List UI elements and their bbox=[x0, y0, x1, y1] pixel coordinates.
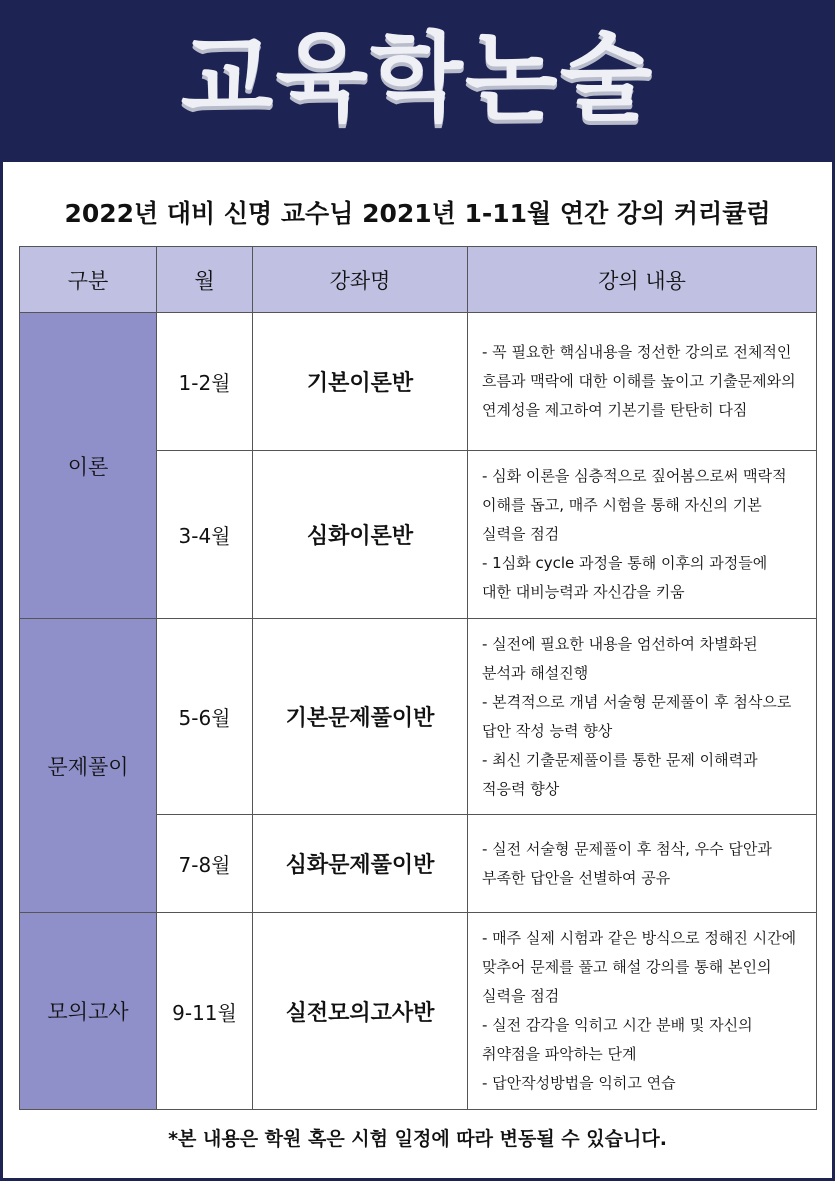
description-line: 실력을 점검 bbox=[482, 987, 560, 1005]
description-line: - 최신 기출문제풀이를 통한 문제 이해력과 bbox=[482, 750, 758, 769]
month-cell: 9-11월 bbox=[157, 913, 253, 1110]
description-line: 실력을 점검 bbox=[482, 525, 560, 543]
description-line: 맞추어 문제를 풀고 해설 강의를 통해 본인의 bbox=[482, 958, 772, 976]
description-line: - 심화 이론을 심층적으로 짚어봄으로써 맥락적 bbox=[482, 467, 787, 485]
description-line: 부족한 답안을 선별하여 공유 bbox=[482, 868, 671, 887]
brand-title: 교육학논술 bbox=[180, 22, 655, 134]
table-body bbox=[20, 313, 817, 1110]
description-line: - 1심화 cycle 과정을 통해 이후의 과정들에 bbox=[482, 554, 768, 572]
group-cell-problem-solving: 문제풀이 bbox=[20, 619, 157, 913]
description-line: - 매주 실제 시험과 같은 방식으로 정해진 시간에 bbox=[482, 929, 797, 947]
column-header-course: 강좌명 bbox=[253, 247, 468, 313]
description-line: 답안 작성 능력 향상 bbox=[482, 721, 613, 740]
group-cell-theory: 이론 bbox=[20, 313, 157, 619]
description-cell bbox=[468, 913, 817, 1110]
description-cell bbox=[468, 451, 817, 619]
group-cell-mock-exam: 모의고사 bbox=[20, 913, 157, 1110]
curriculum-title: 2022년 대비 신명 교수님 2021년 1-11월 연간 강의 커리큘럼 bbox=[64, 199, 771, 228]
month-cell: 3-4월 bbox=[157, 451, 253, 619]
description-line: 이해를 돕고, 매주 시험을 통해 자신의 기본 bbox=[482, 496, 762, 514]
column-header-month: 월 bbox=[157, 247, 253, 313]
description-line: - 본격적으로 개념 서술형 문제풀이 후 첨삭으로 bbox=[482, 692, 792, 711]
footnote: *본 내용은 학원 혹은 시험 일정에 따라 변동될 수 있습니다. bbox=[168, 1128, 667, 1150]
table-row bbox=[20, 913, 817, 1110]
column-header-content: 강의 내용 bbox=[468, 247, 817, 313]
table-header-row bbox=[20, 247, 817, 313]
description-line: 분석과 해설진행 bbox=[482, 663, 589, 682]
description-cell bbox=[468, 815, 817, 913]
month-cell: 5-6월 bbox=[157, 619, 253, 815]
course-name-cell: 기본이론반 bbox=[253, 313, 468, 451]
course-name-cell: 기본문제풀이반 bbox=[253, 619, 468, 815]
description-line: 흐름과 맥락에 대한 이해를 높이고 기출문제와의 bbox=[482, 372, 796, 390]
table-row bbox=[20, 619, 817, 815]
description-line: - 꼭 필요한 핵심내용을 정선한 강의로 전체적인 bbox=[482, 343, 792, 361]
description-line: - 답안작성방법을 익히고 연습 bbox=[482, 1074, 676, 1092]
month-cell: 1-2월 bbox=[157, 313, 253, 451]
month-cell: 7-8월 bbox=[157, 815, 253, 913]
course-name-cell: 심화이론반 bbox=[253, 451, 468, 619]
description-line: - 실전 감각을 익히고 시간 분배 및 자신의 bbox=[482, 1016, 753, 1034]
description-line: 적응력 향상 bbox=[482, 779, 560, 798]
description-cell bbox=[468, 619, 817, 815]
curriculum-table bbox=[19, 246, 817, 1110]
description-line: - 실전에 필요한 내용을 엄선하여 차별화된 bbox=[482, 634, 758, 653]
column-header-category: 구분 bbox=[20, 247, 157, 313]
description-line: 대한 대비능력과 자신감을 키움 bbox=[482, 583, 685, 601]
description-cell bbox=[468, 313, 817, 451]
course-name-cell: 실전모의고사반 bbox=[253, 913, 468, 1110]
course-name-cell: 심화문제풀이반 bbox=[253, 815, 468, 913]
header-band bbox=[0, 0, 835, 162]
table-row bbox=[20, 313, 817, 451]
description-line: - 실전 서술형 문제풀이 후 첨삭, 우수 답안과 bbox=[482, 839, 772, 858]
description-line: 연계성을 제고하여 기본기를 탄탄히 다짐 bbox=[482, 401, 748, 419]
description-line: 취약점을 파악하는 단계 bbox=[482, 1045, 637, 1063]
